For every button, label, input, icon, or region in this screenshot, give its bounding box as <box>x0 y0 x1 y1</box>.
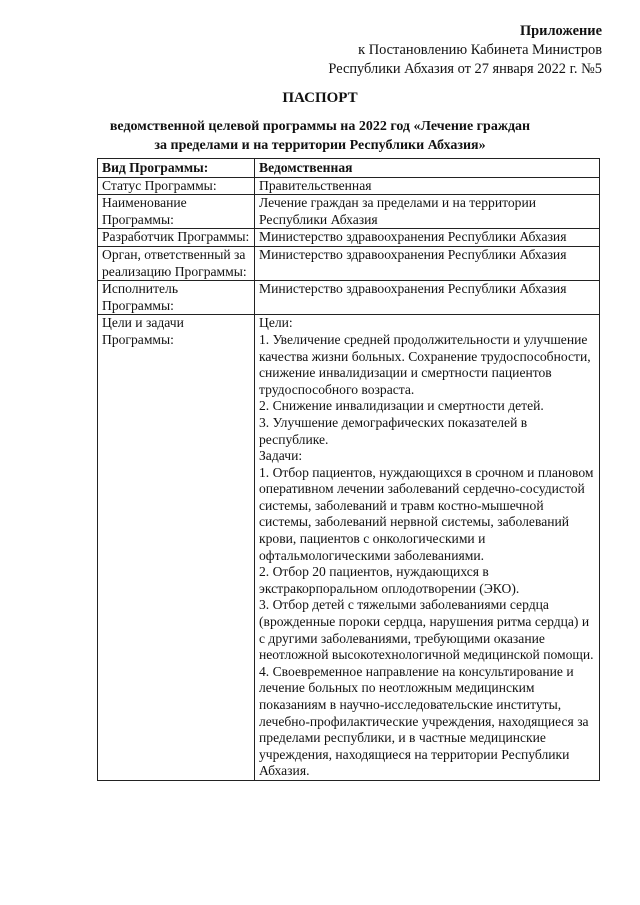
header-cell-type-value: Ведомственная <box>255 159 600 178</box>
row-value-goals <box>255 315 600 781</box>
table-row <box>98 195 600 229</box>
annex-title: Приложение <box>519 23 602 39</box>
row-label-developer: Разработчик Программы: <box>98 229 255 247</box>
row-label-name: Наименование Программы: <box>98 195 255 229</box>
row-value-executor: Министерство здравоохранения Республики Абхазия <box>255 281 600 315</box>
row-value-status: Правительственная <box>255 177 600 195</box>
row-value-developer: Министерство здравоохранения Республики Абхазия <box>255 229 600 247</box>
tasks-heading: Задачи: <box>259 448 303 464</box>
subtitle-line-2: за пределами и на территории Республики Абхазия» <box>154 138 486 153</box>
header-cell-type-label: Вид Программы: <box>98 159 255 178</box>
row-value-responsible: Министерство здравоохранения Республики Абхазия <box>255 246 600 280</box>
document-title: ПАСПОРТ <box>282 90 358 106</box>
task-item-4: 4. Своевременное направление на консультирование и лечение больных по неотложным медицинским показаниям в научно-исследовательские институты, лечебно-профилактические учреждения, находящиеся за пределами республики, и в частные медицинские учреждения, находящиеся на территории Республики Абхазия. <box>259 663 589 779</box>
table-row <box>98 315 600 781</box>
document-subtitle <box>0 117 640 155</box>
row-label-status: Статус Программы: <box>98 177 255 195</box>
table-row <box>98 177 600 195</box>
goal-item-3: 3. Улучшение демографических показателей в республике. <box>259 414 528 447</box>
goal-item-1: 1. Увеличение средней продолжительности и улучшение качества жизни больных. Сохранение трудоспособности, снижение инвалидизации и смертности пациентов трудоспособного возраста. <box>259 331 591 397</box>
table-row <box>98 229 600 247</box>
row-label-responsible: Орган, ответственный за реализацию Программы: <box>98 246 255 280</box>
task-item-3: 3. Отбор детей с тяжелыми заболеваниями сердца (врожденные пороки сердца, нарушения ритма сердца) и с другими заболеваниями, требующими оказание неотложной высокотехнологичной медицинской помощи. <box>259 597 594 663</box>
annex-line-2: Республики Абхазия от 27 января 2022 г. №5 <box>328 61 602 77</box>
annex-line-1: к Постановлению Кабинета Министров <box>358 42 602 58</box>
table-row <box>98 281 600 315</box>
passport-table <box>97 158 600 781</box>
annex-block <box>328 22 602 79</box>
row-value-name: Лечение граждан за пределами и на территории Республики Абхазия <box>255 195 600 229</box>
goal-item-2: 2. Снижение инвалидизации и смертности детей. <box>259 398 544 414</box>
subtitle-line-1: ведомственной целевой программы на 2022 год «Лечение граждан <box>109 119 531 134</box>
task-item-2: 2. Отбор 20 пациентов, нуждающихся в экстракорпоральном оплодотворении (ЭКО). <box>259 564 520 596</box>
table-row <box>98 246 600 280</box>
row-label-executor: Исполнитель Программы: <box>98 281 255 315</box>
goals-heading: Цели: <box>259 315 293 331</box>
table-header-row <box>98 159 600 178</box>
row-label-goals: Цели и задачи Программы: <box>98 315 255 781</box>
task-item-1: 1. Отбор пациентов, нуждающихся в срочном и плановом оперативном лечении заболеваний сердечно-сосудистой системы, заболеваний и травм костно-мышечной системы, заболеваний нервной системы, заболеваний крови, пациентов с онкологическими и офтальмологическими заболеваниями. <box>259 464 594 563</box>
